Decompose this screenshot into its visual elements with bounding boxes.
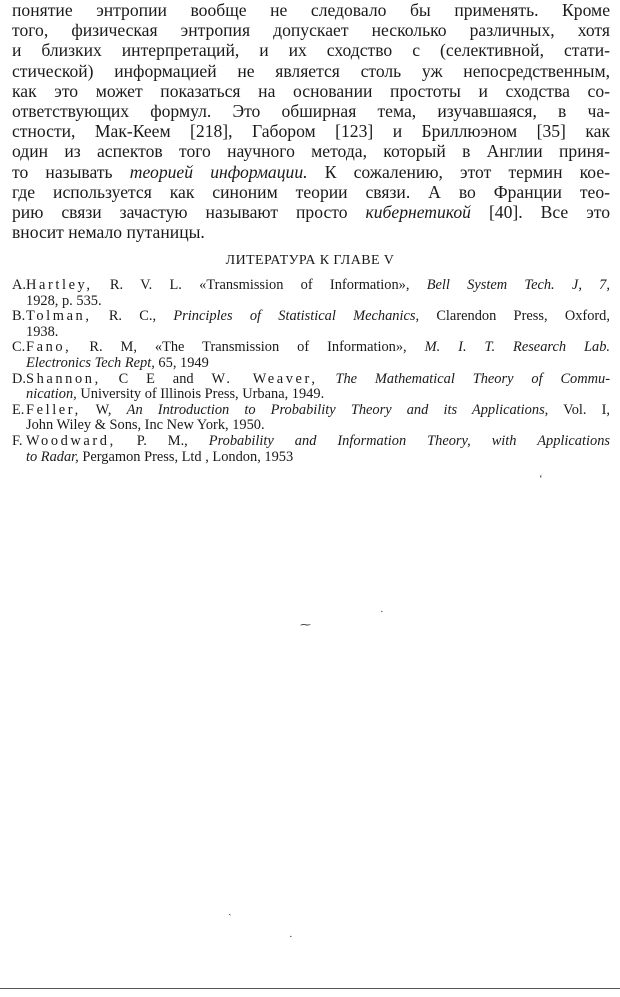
references-heading: ЛИТЕРАТУРА К ГЛАВЕ V xyxy=(225,253,395,268)
italic-term: теорией информации. xyxy=(129,161,308,182)
reference-item xyxy=(12,403,610,434)
reference-line xyxy=(26,340,610,356)
reference-author: Fano, xyxy=(26,339,72,356)
reference-author: Woodward, xyxy=(26,432,116,449)
text-line-with-italic xyxy=(12,202,610,222)
reference-line xyxy=(26,372,610,388)
reference-line xyxy=(26,434,610,450)
reference-title: Electronics Tech Rept, xyxy=(26,354,155,371)
text-fragment: К сожалению, этот термин кое- xyxy=(307,161,610,182)
text-line: где используется как синоним теории связи. А во Франции тео- xyxy=(12,181,610,202)
text-line: того, физическая энтропия допускает несколько различных, хотя xyxy=(12,20,610,41)
body-paragraph xyxy=(12,0,610,242)
reference-title: to Radar, xyxy=(26,448,79,465)
reference-letter: C. xyxy=(12,339,26,356)
reference-line: 1938. xyxy=(26,323,59,340)
reference-author: Shannon, xyxy=(26,370,101,387)
reference-item xyxy=(12,340,610,371)
reference-title: An Introduction to Probability Theory and its Applications, xyxy=(126,401,549,418)
reference-letter: F. xyxy=(12,432,23,449)
reference-title: nication, xyxy=(26,386,77,403)
italic-term: кибернетикой xyxy=(365,202,471,223)
reference-line xyxy=(26,403,610,419)
text-fragment: [40]. Все это xyxy=(470,202,610,223)
reference-line xyxy=(26,387,610,403)
print-speck: ⁓ xyxy=(300,619,311,631)
reference-line xyxy=(26,356,610,372)
reference-author: Hartley, xyxy=(26,277,93,293)
reference-author: Feller, xyxy=(26,401,81,418)
reference-item xyxy=(12,372,610,403)
text-line: ответствующих формул. Это обширная тема, изучавшаяся, в ча- xyxy=(12,101,610,122)
text-line: один из аспектов того научного метода, который в Англии приня- xyxy=(12,141,610,162)
reference-line xyxy=(26,309,610,325)
reference-letter: A. xyxy=(12,277,26,293)
page-bottom-edge xyxy=(0,988,620,989)
reference-item xyxy=(12,309,610,340)
print-speck: · xyxy=(380,606,384,618)
text-fragment: Clarendon Press, Oxford, xyxy=(419,308,610,325)
reference-line xyxy=(26,278,610,294)
reference-letter: D. xyxy=(12,370,26,387)
text-fragment: R. M, «The Transmission of Information», xyxy=(71,339,425,356)
text-line: стической) информацией не является столь уж непосредственным, xyxy=(12,60,610,81)
text-fragment: 65, 1949 xyxy=(154,354,209,371)
reference-title: Principles of Statistical Mechanics, xyxy=(173,308,420,325)
text-line: и близких интерпретаций, и их сходство с (селективной, стати- xyxy=(12,40,610,61)
text-fragment: R. C., xyxy=(91,308,174,325)
text-fragment: University of Illinois Press, Urbana, 1949. xyxy=(76,386,325,403)
reference-line: John Wiley & Sons, Inc New York, 1950. xyxy=(26,417,265,434)
reference-title: Probability and Information Theory, with Applications xyxy=(208,432,610,449)
print-speck: · xyxy=(289,931,293,943)
text-line: понятие энтропии вообще не следовало бы применять. Кроме xyxy=(12,0,610,20)
print-speck: ˏ xyxy=(228,904,232,916)
text-line: вносит немало путаницы. xyxy=(12,222,205,243)
text-fragment: рию связи зачастую называют просто xyxy=(12,202,366,223)
text-line: как это может показаться на основании простоты и сходства со- xyxy=(12,80,610,101)
text-fragment: C E and xyxy=(100,370,212,387)
text-fragment: R. V. L. «Transmission of Information», xyxy=(92,277,427,293)
reference-item xyxy=(12,434,610,465)
reference-letter: B. xyxy=(12,308,26,325)
text-fragment: то называть xyxy=(12,161,130,182)
reference-author: W. Weaver, xyxy=(211,370,318,387)
reference-letter: E. xyxy=(12,401,25,418)
text-fragment: Vol. I, xyxy=(548,401,611,418)
reference-line: 1928, p. 535. xyxy=(26,292,102,309)
print-speck: ʻ xyxy=(539,473,543,485)
reference-title: Bell System Tech. J, 7, xyxy=(426,277,610,293)
text-fragment: W, xyxy=(80,401,127,418)
reference-title: The Mathematical Theory of Commu- xyxy=(317,370,611,387)
text-line: стности, Мак-Кеем [218], Габором [123] и Бриллюэном [35] как xyxy=(12,121,610,142)
reference-author: Tolman, xyxy=(26,308,92,325)
reference-line xyxy=(26,450,610,466)
reference-item xyxy=(12,278,610,309)
text-fragment: P. M., xyxy=(115,432,209,449)
reference-list xyxy=(12,278,610,465)
reference-title: M. I. T. Research Lab. xyxy=(424,339,611,356)
text-fragment: Pergamon Press, Ltd , London, 1953 xyxy=(78,448,294,465)
text-line-with-italic xyxy=(12,162,610,182)
